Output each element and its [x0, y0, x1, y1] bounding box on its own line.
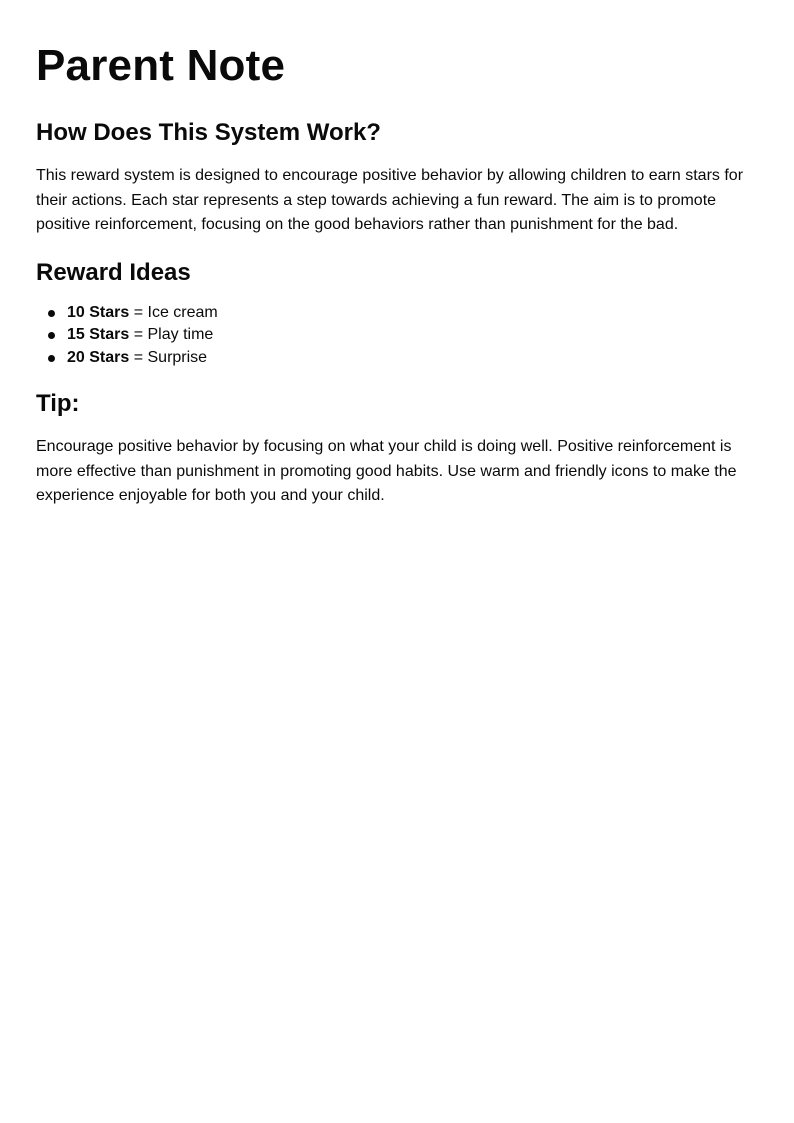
reward-item	[36, 302, 758, 325]
reward-item	[36, 324, 758, 347]
reward-stars: 20 Stars	[67, 348, 130, 366]
tip-text: Encourage positive behavior by focusing on what your child is doing well. Positive reinforcement is more effective than punishment in promoting good habits. Use warm and friendly icons to make the experience enjoyable for both you and your child.	[36, 438, 737, 504]
reward-label: Surprise	[147, 348, 208, 366]
tip-heading: Tip:	[36, 390, 80, 417]
rewards-heading: Reward Ideas	[36, 258, 191, 286]
bullet-icon	[48, 332, 55, 339]
reward-stars: 15 Stars	[67, 326, 130, 343]
bullet-icon	[48, 310, 55, 317]
system-description: This reward system is designed to encourage positive behavior by allowing children to earn stars for their actions. Each star represents a step towards achieving a fun reward. The aim is to promote positive reinforcement, focusing on the good behaviors rather than punishment for the bad.	[36, 167, 744, 233]
reward-separator: =	[129, 303, 148, 321]
reward-item	[36, 347, 758, 370]
rewards-list	[36, 302, 758, 370]
system-heading: How Does This System Work?	[36, 119, 381, 146]
reward-separator: =	[129, 348, 148, 366]
page-title: Parent Note	[36, 41, 286, 90]
reward-separator: =	[129, 326, 148, 343]
reward-label: Play time	[147, 326, 214, 343]
reward-label: Ice cream	[147, 303, 218, 321]
bullet-icon	[48, 355, 55, 362]
reward-stars: 10 Stars	[67, 303, 130, 321]
